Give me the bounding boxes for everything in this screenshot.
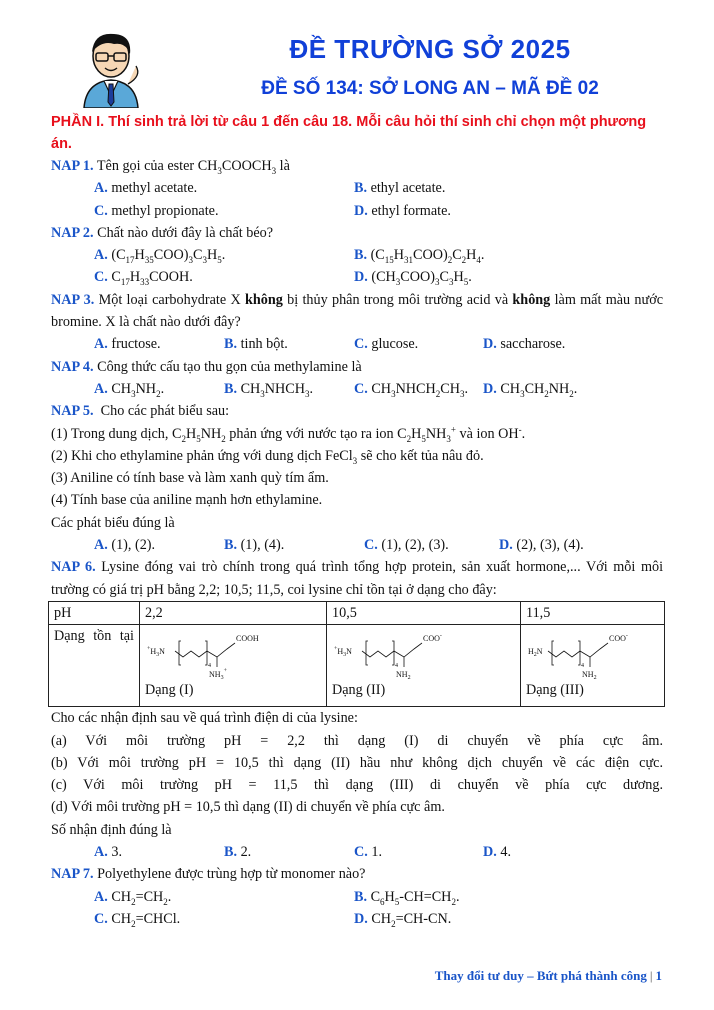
svg-text:NH2: $NH_2$ [396,670,411,680]
option-c[interactable]: C. $CH_3NHCH_2CH_3$. [354,380,469,399]
options-row [51,378,663,400]
option-c[interactable]: methyl propionate. [111,202,219,219]
question-7: NAP 7. Polyethylene được trùng hợp từ monomer nào? [51,866,366,883]
lysine-forms-table [48,601,665,707]
option-c[interactable]: C. $C_{17}H_{33}COOH$. [94,269,193,288]
table-header: 11,5 [521,601,665,624]
options-row [51,908,663,930]
statement-3: (3) Aniline có tính base và làm xanh quỳ tím ẩm. [51,470,329,487]
option-a[interactable]: methyl acetate. [111,180,198,197]
options-row: C. methyl propionate. D. ethyl formate. [94,202,451,219]
statement-d: (d) Với môi trường pH = 10,5 thì dạng (II) di chuyển về phía cực âm. [51,799,445,816]
option-a[interactable]: A. $(C_{17}H_{35}COO)_3C_3H_5$. [94,247,226,266]
option-c[interactable]: 1. [371,844,382,861]
exam-subtitle: ĐỀ SỐ 134: SỞ LONG AN – MÃ ĐỀ 02 [261,78,599,99]
option-a[interactable]: fructose. [111,336,161,353]
lysine-form-1-structure [145,627,275,679]
options-row [51,886,663,908]
option-a[interactable]: (1), (2). [111,537,156,554]
option-d[interactable]: D. $CH_2=CH-CN$. [354,910,452,929]
svg-text:4: 4 [395,663,398,670]
option-d[interactable]: D. $CH_3CH_2NH_2$. [483,380,578,399]
options-row: A. 3. B. 2. C. 1. D. 4. [94,844,511,861]
option-b[interactable]: 2. [240,844,252,861]
form-label: Dạng (I) [145,682,194,699]
page-title: ĐỀ TRƯỜNG SỞ 2025 [289,34,571,64]
statements-intro: Cho các nhận định sau về quá trình điện di của lysine: [51,710,358,727]
table-header: 10,5 [327,601,521,624]
exam-content [51,111,663,930]
question-1: NAP 1. Tên gọi của ester $CH_3COOCH_3$ là [51,158,290,176]
table-cell [140,625,327,707]
svg-text:COO-: COO- [423,633,442,644]
table-header: pH [49,601,140,624]
options-row: A. fructose. B. tinh bột. C. glucose. D. saccharose. [94,336,566,353]
svg-text:COO-: COO- [609,633,628,644]
option-c[interactable]: (1), (2), (3). [381,537,449,554]
part-heading: PHẦN I. Thí sinh trả lời từ câu 1 đến câu 18. Mỗi câu hỏi thí sinh chỉ chọn một phương án. [51,114,647,152]
question-5: NAP 5. Cho các phát biểu sau: [51,403,230,420]
statement-c: (c) Với môi trường pH = 11,5 thì dạng (III) di chuyển về phía cực dương. [51,777,663,794]
footer-slogan: Thay đổi tư duy – Bứt phá thành công [434,968,647,983]
svg-text:+H3N: $^+H_3N$ [147,646,165,659]
option-a[interactable]: 3. [111,844,122,861]
svg-text:4: 4 [208,663,211,670]
table-cell [521,625,665,707]
svg-text:H2N: $H_2N$ [528,647,543,659]
svg-text:+H3N: $^+H_3N$ [334,646,352,659]
question-label: NAP 1. [51,158,94,174]
option-b[interactable]: (1), (4). [240,537,285,554]
statement-a: (a) Với môi trường pH = 2,2 thì dạng (I) di chuyển về phía cực âm. [51,732,663,749]
question-prompt: Số nhận định đúng là [51,821,172,838]
question-prompt: Các phát biểu đúng là [51,514,175,531]
option-b[interactable]: B. $C_6H_5-CH=CH_2$. [354,888,460,907]
teacher-mascot-icon [76,26,146,108]
options-row: A. (1), (2). B. (1), (4). C. (1), (2), (3). D. (2), (3), (4). [94,537,584,554]
svg-text:4: 4 [581,663,584,670]
options-row [51,266,663,288]
option-d[interactable]: (2), (3), (4). [516,537,584,554]
svg-text:NH3+: $NH_3^+$ [209,668,227,680]
statement-2: (2) Khi cho ethylamine phản ứng với dung dịch FeCl$_3$ sẽ cho kết tủa nâu đỏ. [51,447,484,466]
option-a[interactable]: A. $CH_2=CH_2$. [94,888,172,907]
lysine-form-3-structure [526,627,656,679]
svg-text:NH2: $NH_2$ [582,670,597,680]
table-cell [327,625,521,707]
option-d[interactable]: D. $(CH_3COO)_3C_3H_5$. [354,269,472,288]
question-2: NAP 2. Chất nào dưới đây là chất béo? [51,224,274,241]
statement-b: (b) Với môi trường pH = 10,5 thì dạng (II) hầu như không dịch chuyển về các điện cực. [51,754,663,771]
page-footer: Thay đổi tư duy – Bứt phá thành công | 1 [434,968,662,983]
table-header: 2,2 [140,601,327,624]
page-header [0,0,714,110]
option-a[interactable]: A. $CH_3NH_2$. [94,380,165,399]
option-d[interactable]: saccharose. [500,336,566,353]
form-label: Dạng (II) [332,682,386,699]
question-4: NAP 4. Công thức cấu tạo thu gọn của methylamine là [51,358,362,375]
option-d[interactable]: ethyl formate. [371,202,451,219]
option-c[interactable]: C. $CH_2=CHCl$. [94,910,181,929]
page-number: 1 [655,968,662,983]
options-row: A. methyl acetate. B. ethyl acetate. [94,180,446,197]
lysine-form-2-structure [332,627,462,679]
option-d[interactable]: 4. [500,844,511,861]
option-b[interactable]: ethyl acetate. [370,180,446,197]
option-c[interactable]: glucose. [371,336,419,353]
option-b[interactable]: B. $CH_3NHCH_3$. [224,380,314,399]
form-label: Dạng (III) [526,682,584,699]
question-3: NAP 3. Một loại carbohydrate X không bị thủy phân trong môi trường acid và không làm mất màu nước bromine. X là chất nào dưới đây? [51,291,664,331]
svg-text:COOH: COOH [236,634,259,644]
option-b[interactable]: B. $(C_{15}H_{31}COO)_2C_2H_4$. [354,247,485,266]
option-b[interactable]: tinh bột. [240,336,288,353]
options-row [51,244,663,266]
table-row-label: Dạng tồn tại [49,625,140,707]
statement-4: (4) Tính base của aniline mạnh hơn ethylamine. [51,492,323,509]
question-6: NAP 6. Lysine đóng vai trò chính trong quá trình tổng hợp protein, sản xuất hormone,... Với mỗi môi trường có giá trị pH bằng 2,2; 10,5; 11,5, coi lysine chỉ tồn tại ở dạng cho đây: [51,559,664,598]
statement-1: (1) Trong dung dịch, $C_2H_5NH_2$ phản ứng với nước tạo ra ion $C_2H_5NH_3^+$ và ion OH-. [51,423,526,444]
